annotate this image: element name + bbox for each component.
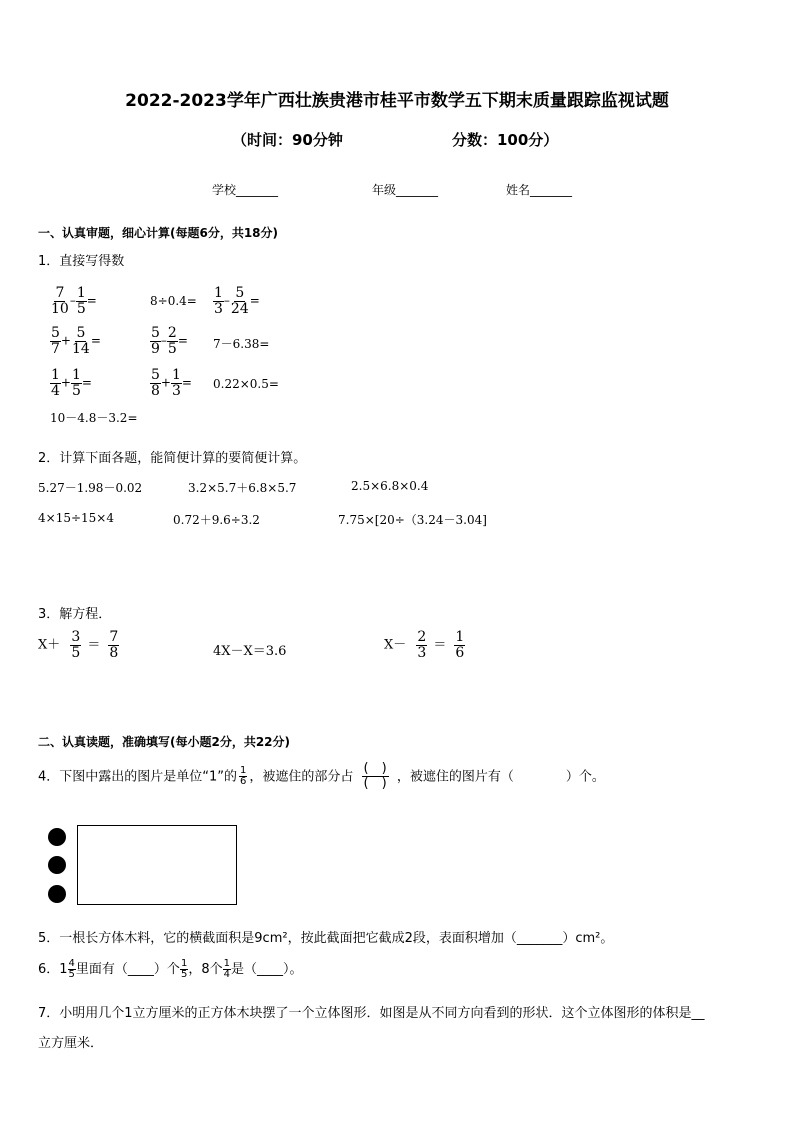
q2-expr-6: 7.75×[20÷（3.24－3.04] [338, 513, 487, 527]
grade-field: 年级_______ [372, 183, 439, 197]
q1-item-10: 10－4.8－3.2= [50, 411, 138, 425]
q1-item-6: 7－6.38= [213, 337, 270, 351]
q1-item-5: $\frac{5}{9}$ – $\frac{2}{5}$ = [151, 325, 188, 357]
q1-item-2: 8÷0.4= [150, 294, 197, 308]
q3-eq-2: 4X－X＝3.6 [213, 644, 287, 659]
q7-line-1: 7．小明用几个1立方厘米的正方体木块摆了一个立体图形．如图是从不同方向看到的形状．这个立体图形的体积是__ [38, 1006, 705, 1021]
school-field: 学校_______ [212, 183, 279, 197]
q5-text: 5．一根长方体木料，它的横截面积是9cm²，按此截面把它截成2段，表面积增加（_______）cm²。 [38, 931, 614, 946]
q4-blank-fraction: $\frac{( )}{( )}$ [363, 761, 387, 792]
section2-heading: 二、认真读题，准确填写(每小题2分，共22分) [38, 735, 291, 749]
q6-text: 6．1 $\frac{4}{5}$ 里面有（____）个 $\frac{1}{5}$ ，8个 $\frac{1}{4}$ 是（____）。 [38, 957, 303, 980]
q1-item-3: $\frac{1}{3}$ – $\frac{5}{24}$ = [214, 285, 260, 317]
q2-expr-4: 4×15÷15×4 [38, 511, 114, 525]
q1-item-8: $\frac{5}{8}$ + $\frac{1}{3}$ = [151, 367, 192, 399]
q1-item-9: 0.22×0.5= [213, 377, 279, 391]
q3-label: 3．解方程． [38, 607, 112, 622]
q1-label: 1．直接写得数 [38, 254, 125, 269]
exam-score: 分数：100分） [452, 131, 559, 149]
exam-time: （时间：90分钟 [232, 131, 343, 149]
q2-expr-2: 3.2×5.7＋6.8×5.7 [188, 481, 297, 495]
visible-dot-2 [48, 856, 66, 874]
q2-expr-3: 2.5×6.8×0.4 [351, 479, 429, 493]
q1-item-7: $\frac{1}{4}$ + $\frac{1}{5}$ = [51, 367, 92, 399]
name-field: 姓名_______ [506, 183, 573, 197]
q1-item-1: $\frac{7}{10}$ – $\frac{1}{5}$ = [51, 285, 97, 317]
q1-item-4: $\frac{5}{7}$ + $\frac{5}{14}$ = [51, 325, 101, 357]
q3-eq-3: X－ $\frac{2}{3}$ ＝ $\frac{1}{6}$ [384, 629, 465, 661]
visible-dot-3 [48, 885, 66, 903]
q7-line-2: 立方厘米． [38, 1036, 104, 1051]
covering-rectangle [77, 825, 237, 905]
q2-label: 2．计算下面各题，能简便计算的要简便计算。 [38, 451, 307, 466]
q2-expr-5: 0.72＋9.6÷3.2 [173, 513, 260, 527]
q2-expr-1: 5.27－1.98－0.02 [38, 481, 143, 495]
q4-text: 4．下图中露出的图片是单位“1”的 $\frac{1}{6}$ ，被遮住的部分占 $\frac{( )}{( )}$ ，被遮住的图片有（ ）个。 [38, 761, 605, 792]
section1-heading: 一、认真审题，细心计算(每题6分，共18分) [38, 226, 279, 240]
page-title: 2022-2023学年广西壮族贵港市桂平市数学五下期末质量跟踪监视试题 [125, 91, 669, 111]
q3-eq-1: X＋ $\frac{3}{5}$ ＝ $\frac{7}{8}$ [38, 629, 119, 661]
visible-dot-1 [48, 828, 66, 846]
